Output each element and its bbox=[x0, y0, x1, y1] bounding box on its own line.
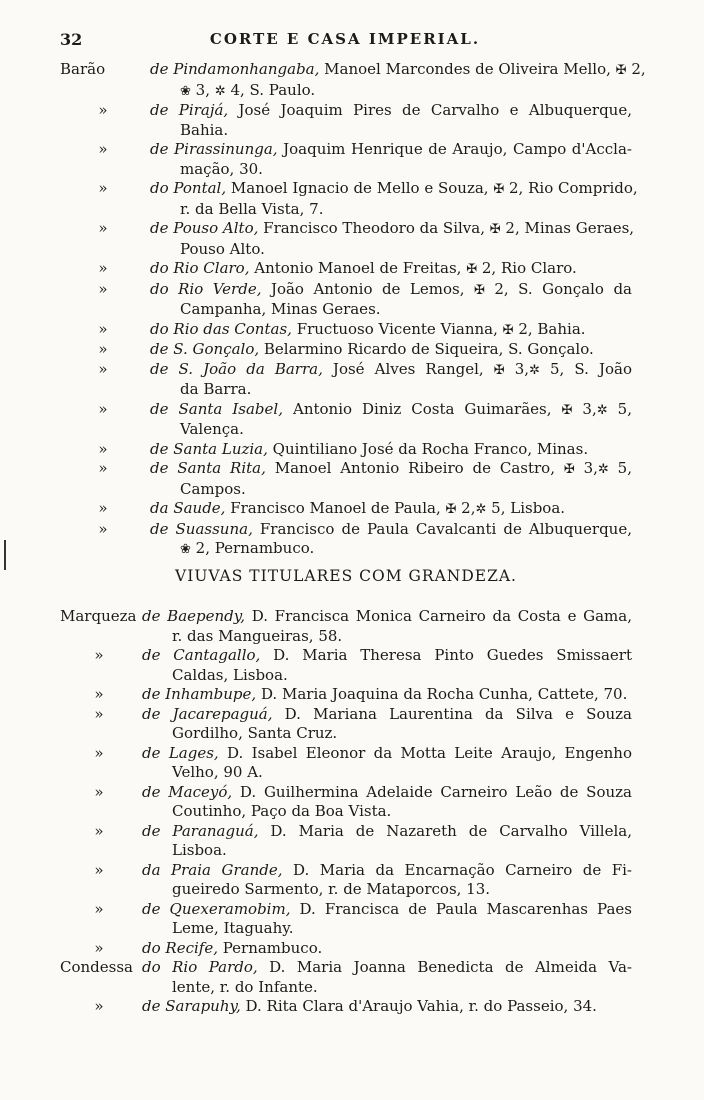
entry-text: Pernambuco. bbox=[217, 938, 323, 957]
list-item bbox=[60, 783, 632, 822]
cross-icon bbox=[564, 462, 575, 477]
entry-continuation-text: r. das Mangueiras, 58. bbox=[172, 626, 343, 645]
entry-continuation bbox=[150, 480, 632, 500]
entry-line bbox=[150, 520, 632, 540]
entry-continuation-text: mação, 30. bbox=[180, 159, 263, 178]
list-item bbox=[60, 219, 635, 259]
cross-icon bbox=[466, 262, 477, 277]
star-icon bbox=[597, 403, 608, 418]
entry-continuation bbox=[142, 880, 632, 900]
list-item bbox=[60, 360, 632, 400]
entry-line bbox=[150, 360, 632, 381]
entry-text: José Joaquim Pires de Carvalho e Albuquerque, bbox=[228, 101, 632, 119]
decoration-number: 2, bbox=[500, 219, 520, 237]
entry-lead bbox=[60, 60, 105, 80]
entry-lead-text: Marqueza bbox=[60, 607, 137, 625]
decoration-number: 2, bbox=[504, 179, 524, 197]
title-name: de Baependy, bbox=[142, 607, 246, 625]
entry-lead bbox=[60, 259, 146, 279]
entry-lead-text: » bbox=[98, 259, 108, 277]
decoration-number: 2, bbox=[190, 539, 215, 557]
decoration-number: 2, bbox=[477, 259, 497, 277]
title-name: do Pontal, bbox=[150, 179, 227, 197]
list-item bbox=[60, 685, 632, 705]
star-icon bbox=[475, 502, 486, 517]
entry-continuation-text: Pouso Alto. bbox=[180, 239, 265, 258]
entry-continuation bbox=[142, 978, 632, 998]
rose-icon bbox=[180, 542, 191, 557]
entry-line bbox=[150, 259, 632, 280]
entry-line bbox=[142, 607, 632, 627]
entry-lead bbox=[60, 140, 146, 160]
entry-line bbox=[142, 997, 632, 1017]
title-name: do Recife, bbox=[142, 938, 218, 957]
entry-text: D. Mariana Laurentina da Silva e Souza bbox=[272, 704, 632, 723]
entry-continuation bbox=[142, 724, 632, 744]
decoration-number: 5, bbox=[486, 499, 506, 517]
entry-continuation bbox=[150, 380, 632, 400]
title-name: do Rio das Contas, bbox=[150, 319, 292, 338]
decoration-number: 3, bbox=[574, 459, 598, 477]
decoration-number: 3, bbox=[504, 359, 530, 378]
entry-text: Joaquim Henrique de Araujo, Campo d'Accla- bbox=[277, 140, 632, 158]
entry-text: D. Isabel Eleonor da Motta Leite Araujo, Engenho bbox=[218, 743, 632, 762]
title-name: de Santa Luzia, bbox=[150, 439, 268, 458]
entry-lead-text: » bbox=[94, 704, 104, 723]
decoration-number: 3, bbox=[572, 399, 597, 418]
barons-list bbox=[60, 60, 646, 560]
entry-text: D. Francisca de Paula Mascarenhas Paes bbox=[290, 899, 632, 918]
title-name: de Suassuna, bbox=[150, 519, 253, 538]
entry-lead-text: » bbox=[98, 101, 108, 119]
entry-text: D. Maria da Encarnação Carneiro de Fi- bbox=[282, 860, 633, 879]
list-item bbox=[60, 861, 632, 900]
title-name: de Quexeramobim, bbox=[142, 899, 291, 918]
entry-line bbox=[150, 459, 632, 480]
list-item bbox=[60, 140, 632, 179]
entry-line bbox=[150, 440, 632, 460]
title-name: de Pirassinunga, bbox=[150, 140, 278, 158]
entry-lead-text: » bbox=[98, 399, 108, 418]
entry-lead bbox=[60, 520, 146, 540]
entry-text: D. Rita Clara d'Araujo Vahia, r. do Passeio, 34. bbox=[240, 997, 597, 1015]
decoration-number: 4, bbox=[225, 80, 250, 99]
decoration-number: 2, bbox=[484, 279, 509, 298]
entry-continuation-text: da Barra. bbox=[180, 380, 252, 398]
entry-continuation-text: lente, r. do Infante. bbox=[172, 977, 318, 996]
entry-continuation-text: Lisboa. bbox=[172, 841, 227, 859]
entry-lead-text: » bbox=[98, 319, 108, 338]
entry-continuation-text: S. Paulo. bbox=[249, 80, 316, 99]
entry-text: Belarmino Ricardo de Siqueira, S. Gonçalo. bbox=[259, 340, 594, 358]
entry-lead-text: Barão bbox=[60, 60, 106, 78]
decoration-number: 3, bbox=[190, 80, 215, 99]
entry-lead-text: » bbox=[98, 459, 108, 477]
entry-text: Francisco de Paula Cavalcanti de Albuquerque, bbox=[252, 519, 632, 538]
entry-text-after: Minas Geraes, bbox=[519, 219, 635, 237]
entry-lead bbox=[60, 861, 138, 881]
entry-line bbox=[142, 744, 632, 764]
entry-text: Antonio Manoel de Freitas, bbox=[249, 259, 467, 277]
entry-continuation-text: Velho, 90 A. bbox=[172, 763, 263, 781]
entry-continuation-text: Campanha, Minas Geraes. bbox=[180, 300, 381, 318]
entry-lead-text: » bbox=[98, 219, 108, 237]
title-name: de Pirajá, bbox=[150, 101, 229, 119]
entry-lead-text: » bbox=[98, 279, 108, 298]
list-item bbox=[60, 400, 632, 440]
entry-lead bbox=[60, 440, 146, 460]
entry-continuation-text: Leme, Itaguahy. bbox=[172, 919, 294, 937]
title-name: de Cantagallo, bbox=[142, 646, 261, 664]
entry-lead bbox=[60, 783, 138, 803]
entry-line bbox=[142, 900, 632, 920]
entry-lead bbox=[60, 607, 136, 627]
cross-icon bbox=[493, 182, 504, 197]
entry-text-after: Lisboa. bbox=[505, 499, 566, 517]
cross-icon bbox=[503, 323, 514, 338]
entry-continuation bbox=[142, 763, 632, 783]
list-item bbox=[60, 646, 632, 685]
entry-continuation bbox=[142, 627, 632, 647]
list-item bbox=[60, 179, 638, 219]
decoration-number: 2, bbox=[456, 499, 476, 517]
entry-continuation bbox=[150, 420, 632, 440]
entry-text: Manoel Ignacio de Mello e Souza, bbox=[226, 179, 494, 197]
list-item bbox=[60, 958, 632, 997]
title-name: de Sarapuhy, bbox=[142, 997, 241, 1015]
entry-lead bbox=[60, 499, 146, 519]
decoration-number: 2, bbox=[626, 60, 646, 78]
entry-line bbox=[142, 861, 632, 881]
entry-continuation-text: Campos. bbox=[180, 479, 246, 498]
entry-lead-text: » bbox=[94, 899, 104, 918]
decoration-number: 5, bbox=[539, 359, 565, 378]
entry-lead bbox=[60, 646, 138, 666]
entry-text: Francisco Theodoro da Silva, bbox=[258, 219, 490, 237]
entry-lead-text: » bbox=[94, 743, 104, 762]
title-name: de Pouso Alto, bbox=[150, 219, 259, 237]
title-name: de Santa Rita, bbox=[150, 459, 266, 477]
list-item bbox=[60, 340, 632, 360]
decoration-number: 2, bbox=[513, 319, 533, 338]
entry-lead-text: » bbox=[94, 821, 104, 840]
entry-text: D. Guilhermina Adelaide Carneiro Leão de Souza bbox=[232, 782, 632, 801]
entry-lead-text: » bbox=[98, 519, 108, 538]
section-heading: VIUVAS TITULARES COM GRANDEZA. bbox=[175, 567, 517, 585]
list-item bbox=[60, 459, 632, 499]
entry-lead bbox=[60, 744, 138, 764]
title-name: da Saude, bbox=[150, 499, 226, 517]
entry-text: Manoel Marcondes de Oliveira Mello, bbox=[319, 60, 616, 78]
entry-lead bbox=[60, 459, 146, 479]
entry-lead-text: » bbox=[98, 439, 108, 458]
entry-continuation bbox=[150, 539, 632, 560]
entry-text: D. Francisca Monica Carneiro da Costa e Gama, bbox=[245, 607, 632, 625]
title-name: do Rio Pardo, bbox=[142, 958, 258, 976]
entry-continuation bbox=[150, 81, 632, 102]
entry-text: José Alves Rangel, bbox=[322, 359, 494, 378]
entry-line bbox=[142, 646, 632, 666]
entry-line bbox=[150, 320, 632, 341]
entry-lead-text: » bbox=[94, 782, 104, 801]
list-item bbox=[60, 101, 632, 140]
entry-lead bbox=[60, 179, 146, 199]
entry-lead bbox=[60, 705, 138, 725]
margin-mark bbox=[4, 540, 6, 570]
entry-lead-text: » bbox=[94, 938, 104, 957]
list-item bbox=[60, 520, 632, 560]
entry-text: Francisco Manoel de Paula, bbox=[225, 499, 446, 517]
entry-continuation bbox=[150, 121, 632, 141]
entry-continuation-text: Gordilho, Santa Cruz. bbox=[172, 724, 338, 742]
entry-lead bbox=[60, 685, 138, 705]
star-icon bbox=[215, 84, 226, 99]
entry-continuation bbox=[142, 802, 632, 822]
title-name: de S. Gonçalo, bbox=[150, 340, 260, 358]
entry-continuation-text: gueiredo Sarmento, r. de Mataporcos, 13. bbox=[172, 880, 491, 898]
entry-line bbox=[150, 101, 632, 121]
title-name: de S. João da Barra, bbox=[150, 359, 323, 378]
entry-line bbox=[150, 140, 632, 160]
widows-list bbox=[60, 607, 632, 1017]
entry-text-after: S. Gonçalo da bbox=[508, 279, 632, 298]
list-item bbox=[60, 259, 632, 280]
list-item bbox=[60, 60, 646, 101]
list-item bbox=[60, 939, 632, 959]
entry-text-after: Rio Comprido, bbox=[523, 179, 638, 197]
decoration-number: 5, bbox=[607, 399, 632, 418]
entry-text: Antonio Diniz Costa Guimarães, bbox=[282, 399, 562, 418]
entry-continuation bbox=[142, 919, 632, 939]
entry-text: D. Maria de Nazareth de Carvalho Villela, bbox=[258, 821, 632, 840]
star-icon bbox=[598, 462, 609, 477]
list-item bbox=[60, 822, 632, 861]
entry-text-after: S. João bbox=[564, 359, 632, 378]
entry-lead-text: » bbox=[98, 359, 108, 378]
title-name: de Paranaguá, bbox=[142, 821, 259, 840]
list-item bbox=[60, 440, 632, 460]
page-number: 32 bbox=[60, 30, 83, 49]
entry-lead-text: » bbox=[98, 179, 108, 197]
entry-lead-text: Condessa bbox=[60, 958, 133, 976]
entry-lead-text: » bbox=[98, 499, 108, 517]
title-name: de Lages, bbox=[142, 743, 219, 762]
entry-lead bbox=[60, 997, 138, 1017]
entry-continuation bbox=[150, 160, 632, 180]
entry-lead-text: » bbox=[94, 646, 104, 664]
page-header bbox=[60, 30, 630, 54]
cross-icon bbox=[562, 403, 573, 418]
entry-lead bbox=[60, 939, 138, 959]
cross-icon bbox=[445, 502, 456, 517]
entry-lead bbox=[60, 360, 146, 380]
entry-lead-text: » bbox=[94, 685, 104, 703]
entry-lead-text: » bbox=[94, 997, 104, 1015]
entry-line bbox=[142, 822, 632, 842]
entry-text: D. Maria Theresa Pinto Guedes Smissaert bbox=[260, 646, 633, 664]
entry-line bbox=[150, 400, 632, 421]
entry-line bbox=[142, 705, 632, 725]
title-name: de Pindamonhangaba, bbox=[150, 60, 320, 78]
entry-lead bbox=[60, 320, 146, 340]
entry-text-after: Rio Claro. bbox=[496, 259, 577, 277]
entry-lead bbox=[60, 900, 138, 920]
title-name: do Rio Claro, bbox=[150, 259, 250, 277]
decoration-number: 5, bbox=[608, 459, 632, 477]
entry-line bbox=[150, 280, 632, 301]
entry-line bbox=[150, 179, 638, 200]
entry-continuation bbox=[142, 841, 632, 861]
title-name: de Santa Isabel, bbox=[150, 399, 283, 418]
entry-lead bbox=[60, 101, 146, 121]
cross-icon bbox=[616, 63, 627, 78]
entry-continuation bbox=[150, 240, 632, 260]
entry-continuation bbox=[150, 200, 632, 220]
entry-text: D. Maria Joanna Benedicta de Almeida Va- bbox=[257, 958, 632, 976]
entry-line bbox=[142, 685, 632, 705]
running-title: CORTE E CASA IMPERIAL. bbox=[209, 30, 481, 48]
cross-icon bbox=[494, 363, 505, 378]
list-item bbox=[60, 900, 632, 939]
list-item bbox=[60, 744, 632, 783]
entry-line bbox=[142, 783, 632, 803]
entry-line bbox=[142, 939, 632, 959]
entry-text: Fructuoso Vicente Vianna, bbox=[291, 319, 503, 338]
rose-icon bbox=[180, 84, 191, 99]
entry-lead bbox=[60, 280, 146, 300]
entry-continuation bbox=[142, 666, 632, 686]
entry-line bbox=[150, 340, 632, 360]
entry-lead bbox=[60, 219, 146, 239]
entry-text: D. Maria Joaquina da Rocha Cunha, Cattete, 70. bbox=[256, 685, 628, 703]
entry-continuation-text: r. da Bella Vista, 7. bbox=[180, 199, 324, 218]
entry-lead bbox=[60, 400, 146, 420]
entry-continuation-text: Bahia. bbox=[180, 120, 229, 139]
entry-lead bbox=[60, 822, 138, 842]
list-item bbox=[60, 607, 632, 646]
entry-continuation bbox=[150, 300, 632, 320]
entry-text: Quintiliano José da Rocha Franco, Minas. bbox=[267, 439, 589, 458]
title-name: de Jacarepaguá, bbox=[142, 704, 273, 723]
entry-lead bbox=[60, 340, 146, 360]
list-item bbox=[60, 997, 632, 1017]
entry-lead bbox=[60, 958, 133, 978]
list-item bbox=[60, 320, 632, 341]
list-item bbox=[60, 499, 632, 520]
title-name: do Rio Verde, bbox=[150, 279, 262, 298]
entry-continuation-text: Valença. bbox=[180, 420, 244, 438]
entry-line bbox=[150, 219, 635, 240]
entry-continuation-text: Caldas, Lisboa. bbox=[172, 665, 288, 684]
entry-lead-text: » bbox=[98, 340, 108, 358]
entry-line bbox=[142, 958, 632, 978]
title-name: de Maceyó, bbox=[142, 782, 233, 801]
title-name: de Inhambupe, bbox=[142, 685, 257, 703]
cross-icon bbox=[490, 222, 501, 237]
entry-lead-text: » bbox=[94, 860, 104, 879]
list-item bbox=[60, 705, 632, 744]
entry-continuation-text: Pernambuco. bbox=[214, 539, 315, 557]
entry-text: João Antonio de Lemos, bbox=[261, 279, 474, 298]
entry-lead-text: » bbox=[98, 140, 108, 158]
list-item bbox=[60, 280, 632, 320]
entry-line bbox=[150, 60, 646, 81]
star-icon bbox=[529, 363, 540, 378]
entry-line bbox=[150, 499, 632, 520]
cross-icon bbox=[474, 283, 485, 298]
title-name: da Praia Grande, bbox=[142, 860, 283, 879]
entry-continuation-text: Coutinho, Paço da Boa Vista. bbox=[172, 802, 392, 820]
entry-text-after: Bahia. bbox=[532, 319, 586, 338]
entry-text: Manoel Antonio Ribeiro de Castro, bbox=[265, 459, 564, 477]
